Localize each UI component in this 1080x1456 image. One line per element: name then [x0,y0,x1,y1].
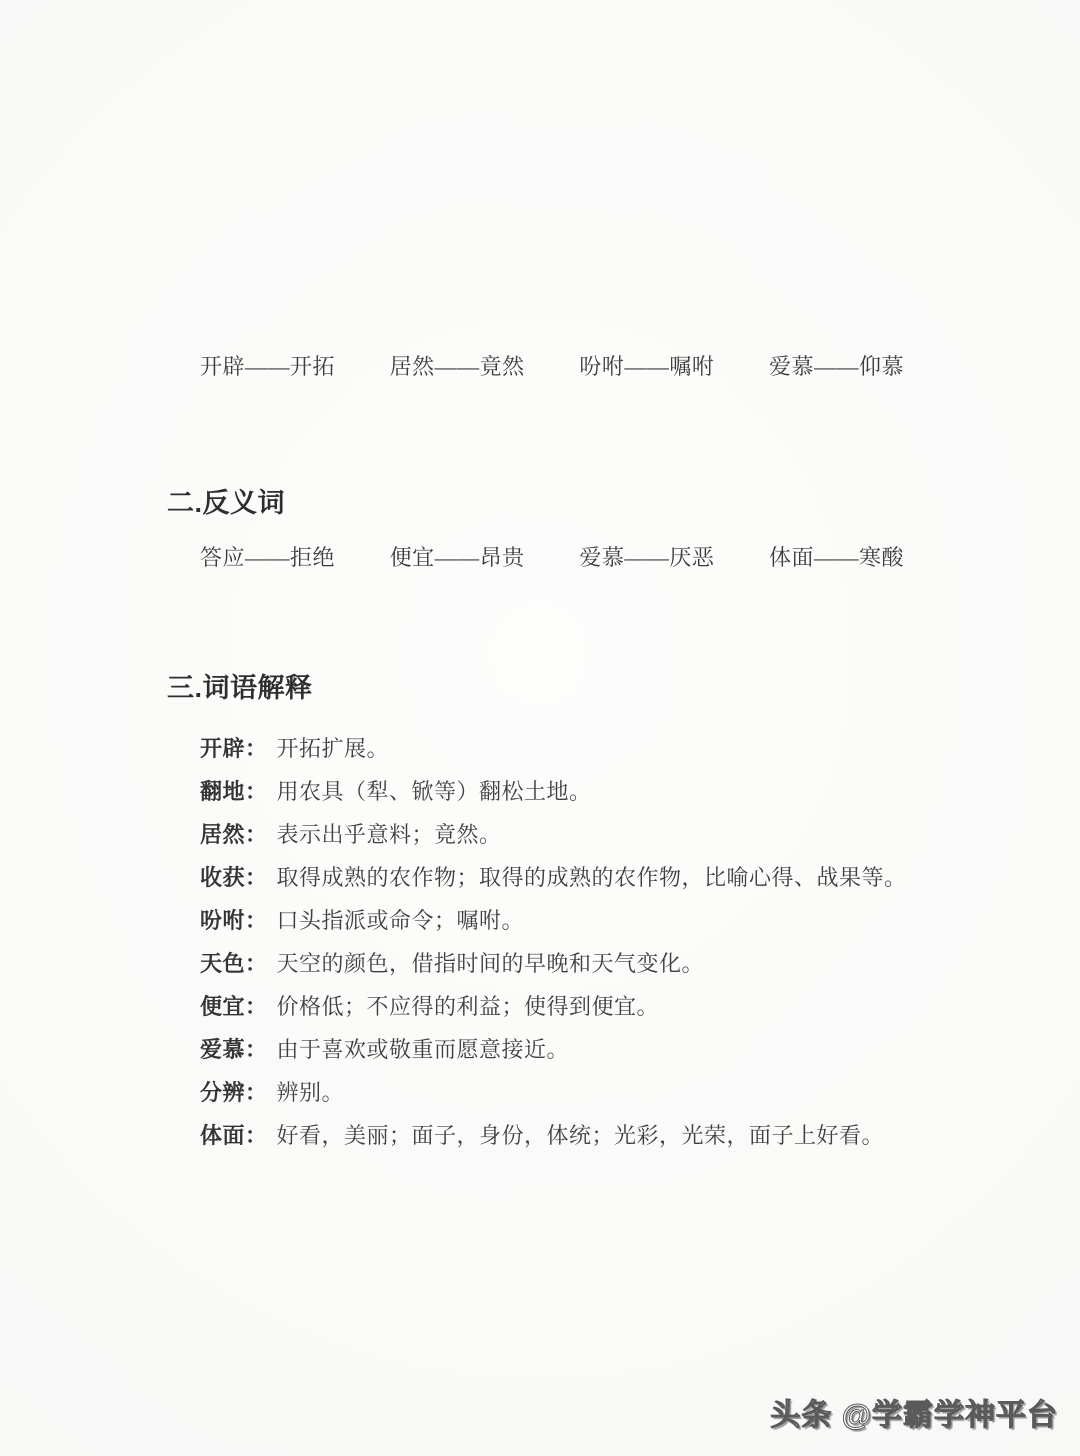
definition-row [200,1027,960,1070]
definition-row [200,984,960,1027]
synonym-pair: 居然——竟然 [389,354,525,379]
definition-row [200,898,960,941]
watermark: 头条 @学霸学神平台 [770,1399,1058,1432]
definition-term: 翻地： [200,779,268,804]
definition-text: 开拓扩展。 [276,736,390,761]
definition-term: 爱慕： [200,1037,268,1062]
definition-term: 居然： [200,822,268,847]
definition-text: 辨别。 [276,1080,345,1105]
definition-text: 由于喜欢或敬重而愿意接近。 [276,1037,570,1062]
definition-row [200,941,960,984]
antonym-pair: 体面——寒酸 [768,545,904,570]
definition-text: 取得成熟的农作物；取得的成熟的农作物，比喻心得、战果等。 [276,865,907,890]
definition-row [200,1070,960,1113]
definition-term: 分辨： [200,1080,268,1105]
definition-text: 好看，美丽；面子，身份，体统；光彩，光荣，面子上好看。 [276,1123,885,1148]
definition-text: 口头指派或命令；嘱咐。 [276,908,525,933]
definition-text: 表示出乎意料；竟然。 [276,822,502,847]
definition-term: 天色： [200,951,268,976]
definition-row [200,726,960,769]
definition-text: 用农具（犁、锨等）翻松土地。 [276,779,592,804]
definition-term: 吩咐： [200,908,268,933]
definition-term: 开辟： [200,736,268,761]
antonym-pair: 爱慕——厌恶 [579,545,715,570]
definition-text: 价格低；不应得的利益；使得到便宜。 [276,994,660,1019]
definition-term: 便宜： [200,994,268,1019]
synonym-pair: 爱慕——仰慕 [768,354,904,379]
antonym-pair: 便宜——昂贵 [389,545,525,570]
antonyms-section-heading: 二.反义词 [167,488,286,518]
synonym-pairs-row [200,352,904,382]
definition-row [200,1113,960,1156]
definition-row [200,855,960,898]
definition-term: 收获： [200,865,268,890]
synonym-pair: 吩咐——嘱咐 [579,354,715,379]
definitions-section-heading: 三.词语解释 [167,673,313,703]
synonym-pair: 开辟——开拓 [200,354,336,379]
definition-term: 体面： [200,1123,268,1148]
antonym-pairs-row [200,543,904,573]
antonym-pair: 答应——拒绝 [200,545,336,570]
definitions-list [200,726,960,1156]
definition-text: 天空的颜色，借指时间的早晚和天气变化。 [276,951,705,976]
definition-row [200,769,960,812]
definition-row [200,812,960,855]
